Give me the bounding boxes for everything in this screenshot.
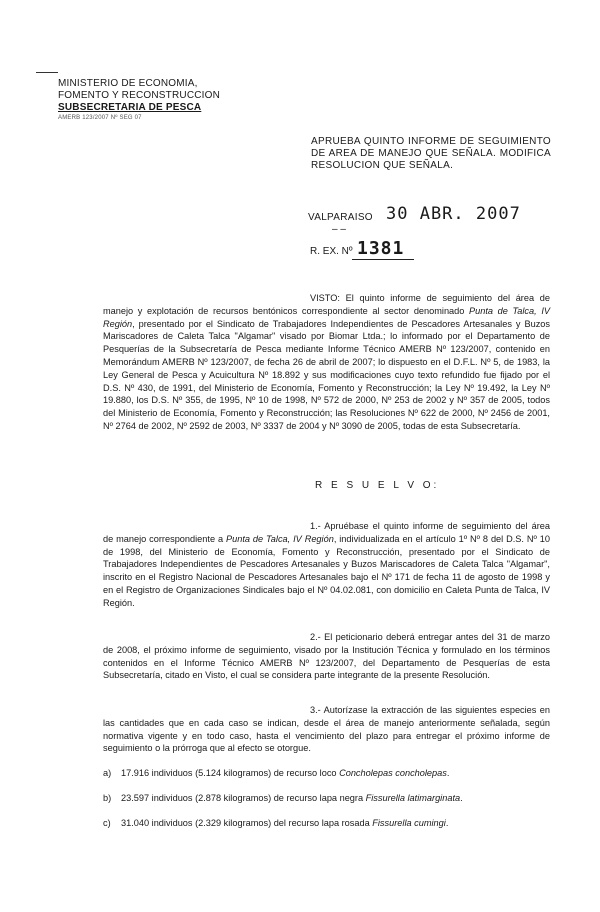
item-species: Fissurella cumingi — [372, 818, 446, 828]
species-item-c — [103, 817, 550, 829]
resuelvo-heading: R E S U E L V O: — [315, 480, 440, 491]
visto-text-2: , presentado por el Sindicato de Trabajadores Independientes de Pescadores Artesanales y Buzos Mariscadores de Caleta Talca "Algamar" visado por Biomar Ltda.; lo informado por el Departamento de Pesquerías de la Subsecretaría de Pesca mediante Informe Técnico AMERB Nº 123/2007, contenido en Memorándum AMERB Nº 123/2007, de fecha 26 de abril de 2007; lo dispuesto en el D.F.L. Nº 5, de 1983, la Ley General de Pesca y Acuicultura Nº 18.892 y sus modificaciones cuyo texto refundido fue fijado por el D.S. Nº 430, de 1991, del Ministerio de Economía, Fomento y Reconstrucción; la Ley Nº 19.492, la Ley Nº 19.880, los D.S. Nº 355, de 1995, Nº 10 de 1998, Nº 572 de 2000, Nº 253 de 2002 y Nº 357 de 2005, todos del Ministerio de Economía, Fomento y Reconstrucción; las Resoluciones Nº 622 de 2000, Nº 2456 de 2001, Nº 2764 de 2002, Nº 2592 de 2003, Nº 3337 de 2004 y Nº 3090 de 2005, todas de esta Subsecretaría. — [103, 318, 550, 431]
resolution-subject: APRUEBA QUINTO INFORME DE SEGUIMIENTO DE AREA DE MANEJO QUE SEÑALA. MODIFICA RESOLUCION QUE SEÑALA. — [311, 136, 551, 171]
species-item-a — [103, 767, 550, 779]
article-2: 2.- El peticionario deberá entregar antes del 31 de marzo de 2008, el próximo informe de seguimiento, visado por la Institución Técnica y formulado en los términos contenidos en el Informe Técnico AMERB Nº 123/2007, del Departamento de Pesquerías de esta Subsecretaría, citado en Visto, el cual se considera parte integrante de la presente Resolución. — [103, 632, 550, 681]
item-text: 17.916 individuos (5.124 kilogramos) de recurso loco — [121, 768, 340, 778]
species-item-b — [103, 792, 550, 804]
article-1-text-2: , individualizada en el artículo 1º Nº 8 del D.S. Nº 10 de 1998, del Ministerio de Economía, Fomento y Reconstrucción, presentado por el Sindicato de Trabajadores Independientes de Pescadores Artesanales y Buzos Mariscadores de Caleta Talca "Algamar", inscrito en el Registro Nacional de Pescadores Artesanales bajo el Nº 171 de fecha 11 de agosto de 1998 y en el Registro de Organizaciones Sindicales bajo el Nº 04.02.081, con domicilio en Caleta Punta de Talca, IV Región. — [103, 533, 550, 608]
resolution-number-underline — [352, 259, 414, 260]
item-end: . — [445, 818, 449, 828]
item-label: c) — [103, 818, 111, 828]
visto-paragraph — [103, 292, 550, 433]
letterhead-fomento: FOMENTO Y RECONSTRUCCION — [58, 90, 221, 101]
article-1 — [103, 520, 550, 610]
item-text: 23.597 individuos (2.878 kilogramos) de recurso lapa negra — [121, 793, 366, 803]
letterhead-ministry: MINISTERIO DE ECONOMIA, — [58, 78, 198, 89]
item-end: . — [446, 768, 450, 778]
item-text: 31.040 individuos (2.329 kilogramos) del recurso lapa rosada — [121, 818, 373, 828]
letterhead-reference: AMERB 123/2007 Nº SEG 07 — [58, 115, 142, 121]
article-1-text-1: 1.- Apruébase el quinto informe de seguimiento del área de manejo correspondiente a — [103, 521, 550, 544]
article-1-location: Punta de Talca, IV Región — [225, 533, 334, 544]
visto-text-1: VISTO: El quinto informe de seguimiento del área de manejo y explotación de recursos bentónicos correspondiente al sector denominado — [103, 293, 550, 316]
resolution-number-label: R. EX. Nº — [310, 246, 353, 257]
article-3: 3.- Autorízase la extracción de las siguientes especies en las cantidades que en cada caso se indican, desde el área de manejo anteriormente señalada, según normativa vigente y en todo caso, hasta el vencimiento del plazo para entregar el próximo informe de seguimiento o la prórroga que al efecto se otorgue. — [103, 705, 550, 754]
item-label: b) — [103, 793, 112, 803]
item-species: Concholepas concholepas — [339, 768, 447, 778]
date-dashes: – – — [332, 224, 346, 235]
letterhead-subsecretaria: SUBSECRETARIA DE PESCA — [58, 102, 202, 113]
item-species: Fissurella latimarginata — [365, 793, 461, 803]
header-dash — [36, 72, 58, 73]
letterhead — [58, 78, 220, 122]
city-label: VALPARAISO — [308, 212, 373, 223]
resolution-number: 1381 — [357, 238, 405, 259]
date-stamp: 30 ABR. 2007 — [386, 204, 521, 224]
item-label: a) — [103, 768, 112, 778]
item-end: . — [460, 793, 463, 803]
visto-location: Punta de Talca, IV Región — [103, 305, 551, 329]
